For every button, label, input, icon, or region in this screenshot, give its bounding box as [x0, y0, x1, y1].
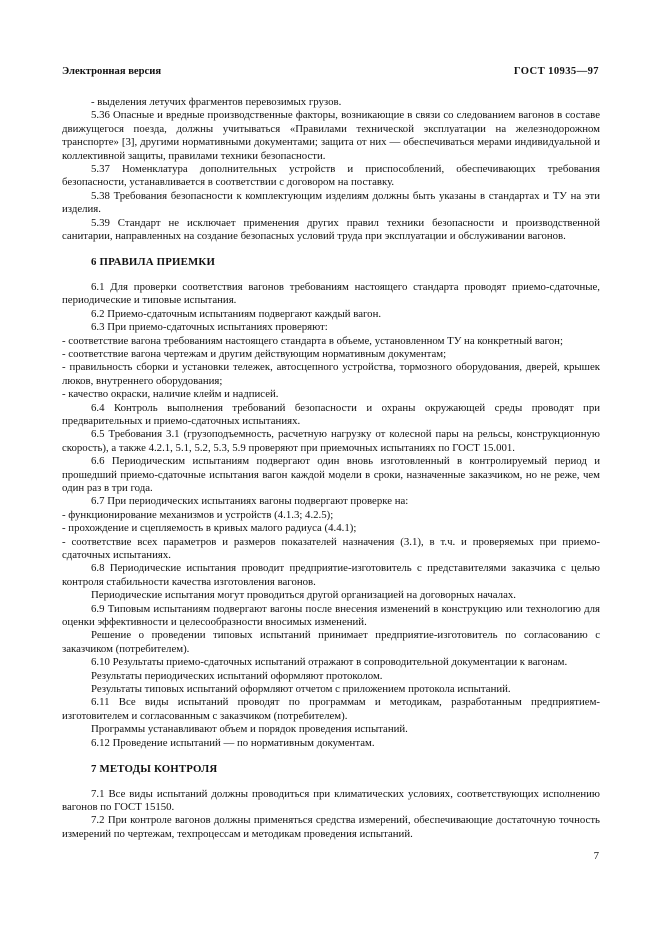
page-number: 7	[593, 850, 599, 862]
section-heading-control-methods: 7 МЕТОДЫ КОНТРОЛЯ	[91, 763, 218, 776]
paragraph: - функционирование механизмов и устройств (4.1.3; 4.2.5);	[62, 508, 334, 521]
paragraph: 6.1 Для проверки соответствия вагонов требованиям настоящего стандарта проводят приемо-сдаточные, периодические и типовые испытания.	[62, 280, 600, 307]
control-methods-section	[62, 788, 600, 842]
document-body	[62, 96, 600, 841]
paragraph: Программы устанавливают объем и порядок проведения испытаний.	[91, 723, 408, 736]
paragraph: - прохождение и сцепляемость в кривых малого радиуса (4.4.1);	[62, 522, 357, 535]
paragraph: - правильность сборки и установки тележек, автосцепного устройства, тормозного оборудования, дверей, крышек люков, внутреннего оборудования;	[62, 361, 600, 387]
paragraph: 5.39 Стандарт не исключает применения других правил техники безопасности и производственной санитарии, направленных на создание безопасных условий труда при эксплуатации и обслуживании вагонов.	[62, 216, 600, 243]
paragraph: 6.4 Контроль выполнения требований безопасности и охраны окружающей среды проводят при предварительных и приемо-сдаточных испытаниях.	[62, 401, 600, 427]
paragraph: 5.36 Опасные и вредные производственные факторы, возникающие в связи со следованием вагонов в составе движущегося поезда, должны учитываться «Правилами технической эксплуатации на железнодорожном транспорте» [3], другими нормативными документами; защита от них — обеспечиваться мерами индивидуальной и коллективной защиты, правилами техники безопасности.	[62, 109, 600, 162]
paragraph: 5.38 Требования безопасности к комплектующим изделиям должны быть указаны в стандартах и ТУ на эти изделия.	[62, 189, 600, 216]
paragraph: - качество окраски, наличие клейм и надписей.	[62, 388, 279, 401]
paragraph: 6.12 Проведение испытаний — по нормативным документам.	[91, 736, 375, 749]
paragraph: 6.2 Приемо-сдаточным испытаниям подвергают каждый вагон.	[91, 307, 382, 320]
paragraph: 6.5 Требования 3.1 (грузоподъемность, расчетную нагрузку от колесной пары на рельсы, конструкционную скорость), а также 4.2.1, 5.1, 5.2, 5.3, 5.9 проверяют при приемочных испытаниях по ГОСТ 15.001.	[62, 428, 600, 454]
acceptance-rules-section	[62, 281, 600, 750]
paragraph: Результаты периодических испытаний оформляют протоколом.	[91, 669, 383, 682]
running-header-right: ГОСТ 10935—97	[513, 66, 599, 77]
paragraph: 7.1 Все виды испытаний должны проводиться при климатических условиях, соответствующих исполнению вагонов по ГОСТ 15150.	[62, 787, 600, 813]
paragraph: 7.2 При контроле вагонов должны применяться средства измерений, обеспечивающие достаточную точность измерений по чертежам, техпроцессам и методикам проведения испытаний.	[62, 814, 600, 840]
paragraph: - соответствие вагона чертежам и другим действующим нормативным документам;	[62, 347, 447, 360]
paragraph: Периодические испытания могут проводиться другой организацией на договорных началах.	[91, 589, 516, 602]
paragraph: Решение о проведении типовых испытаний принимает предприятие-изготовитель по согласованию с заказчиком (потребителем).	[62, 629, 600, 655]
paragraph: 5.37 Номенклатура дополнительных устройств и приспособлений, обеспечивающих требования безопасности, устанавливается в соответствии с договором на поставку.	[62, 163, 600, 189]
running-header-left: Электронная версия	[62, 66, 162, 77]
paragraph: 6.9 Типовым испытаниям подвергают вагоны после внесения изменений в конструкцию или технологию для оценки эффективности и целесообразности вносимых изменений.	[62, 602, 600, 629]
paragraph: 6.11 Все виды испытаний проводят по программам и методикам, разработанным предприятием-изготовителем и согласованным с заказчиком (потребителем).	[62, 696, 600, 722]
paragraph: 6.7 При периодических испытаниях вагоны подвергают проверке на:	[91, 495, 409, 508]
paragraph: 6.3 При приемо-сдаточных испытаниях проверяют:	[91, 321, 328, 334]
paragraph: - выделения летучих фрагментов перевозимых грузов.	[91, 96, 342, 108]
paragraph: 6.6 Периодическим испытаниям подвергают один вновь изготовленный в контролируемый период и прошедший приемо-сдаточные испытания вагон каждой модели в сроки, назначенные заказчиком, но не реже, чем один раз в три года.	[62, 455, 600, 494]
paragraph: 6.10 Результаты приемо-сдаточных испытаний отражают в сопроводительной документации к вагонам.	[91, 656, 568, 669]
paragraph: - соответствие вагона требованиям настоящего стандарта в объеме, установленном ТУ на конкретный вагон;	[62, 334, 563, 347]
paragraph: Результаты типовых испытаний оформляют отчетом с приложением протокола испытаний.	[91, 683, 511, 696]
paragraph: - соответствие всех параметров и размеров показателей назначения (3.1), в т.ч. и проверяемых при приемо-сдаточных испытаниях.	[62, 535, 600, 561]
section-heading-acceptance: 6 ПРАВИЛА ПРИЕМКИ	[91, 256, 216, 269]
paragraph: 6.8 Периодические испытания проводит предприятие-изготовитель с представителями заказчика с целью контроля стабильности качества изготовления вагонов.	[62, 562, 600, 588]
safety-section-tail	[62, 96, 600, 243]
